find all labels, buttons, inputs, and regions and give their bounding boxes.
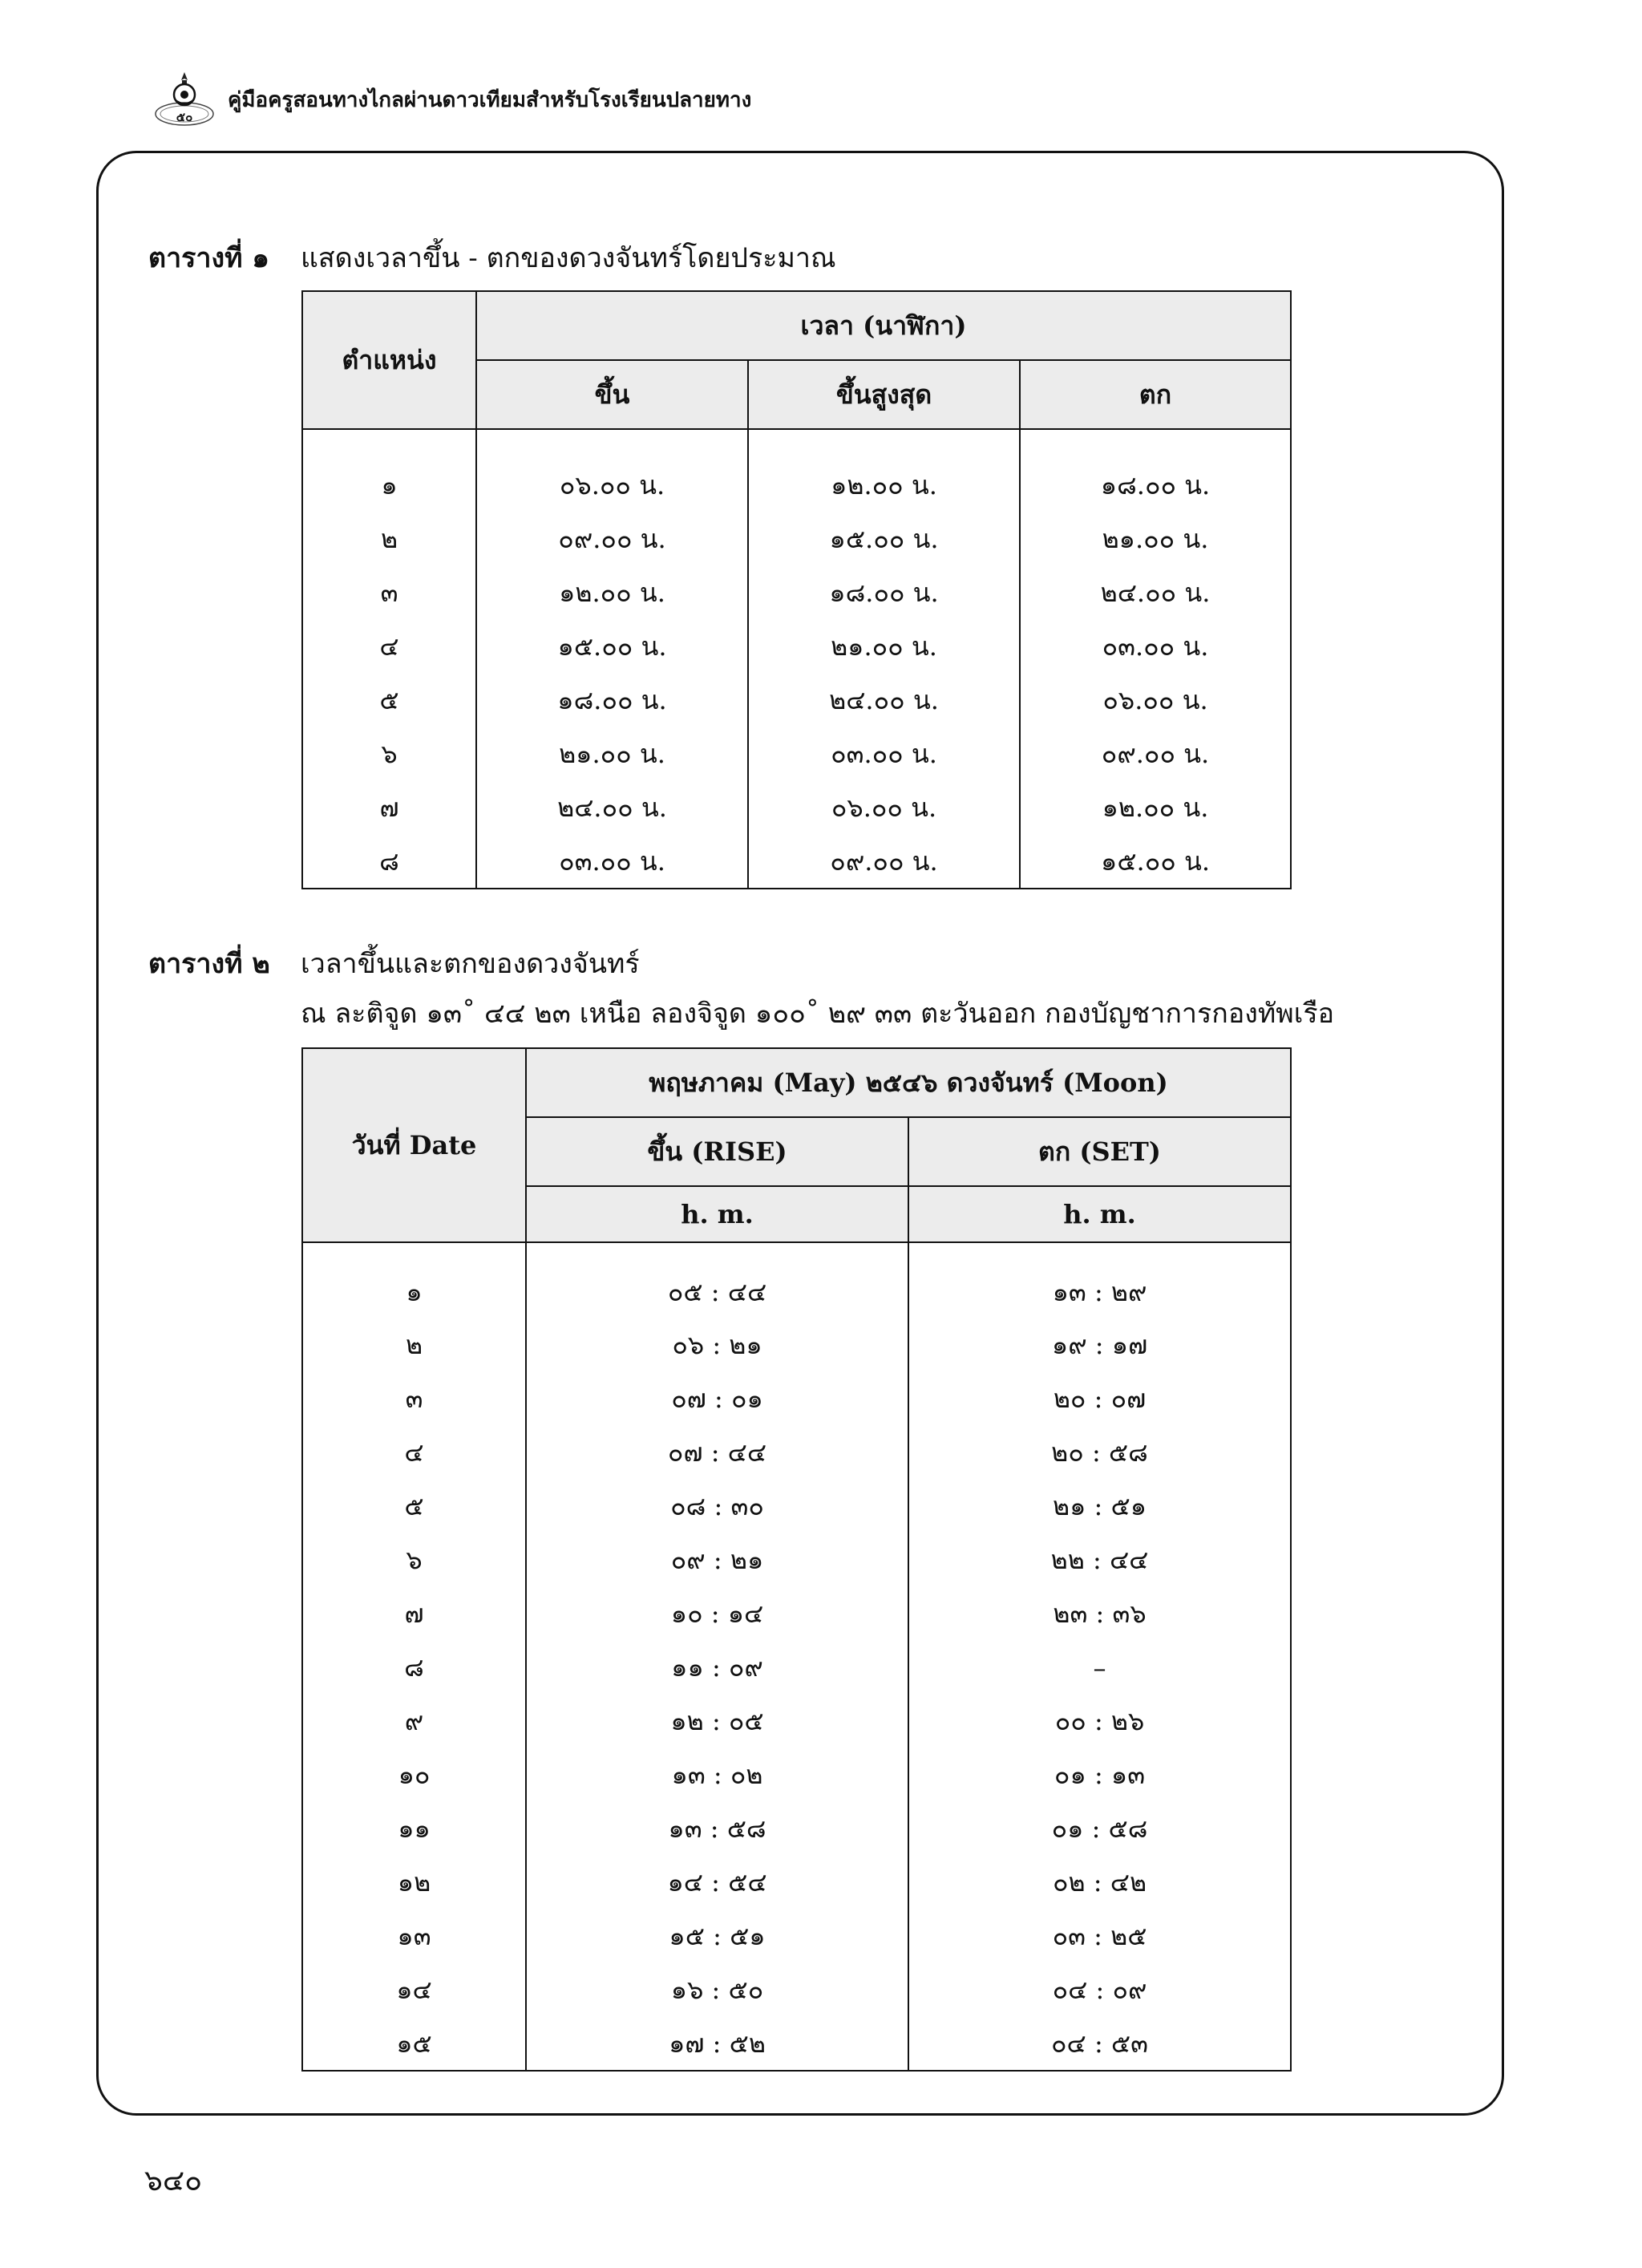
table1-cell-peak: ๑๒.๐๐ น.	[748, 429, 1020, 512]
table2-cell-date: ๑๔	[302, 1963, 526, 2017]
table2-cell-rise: ๑๕ : ๕๑	[526, 1910, 908, 1963]
table2-cell-date: ๑๒	[302, 1856, 526, 1910]
moon-position-table	[301, 290, 1292, 889]
table2-caption-line2: ณ ละติจูด ๑๓˚ ๔๔ ๒๓ เหนือ ลองจิจูด ๑๐๐˚ ๒๙ ๓๓ ตะวันออก กองบัญชาการกองทัพเรือ	[301, 998, 1335, 1030]
table2-cell-set: ๐๔ : ๐๙	[908, 1963, 1291, 2017]
table1-cell-rise: ๐๙.๐๐ น.	[476, 512, 748, 566]
table2-cell-set: ๐๑ : ๑๓	[908, 1748, 1291, 1802]
table1-cell-peak: ๐๙.๐๐ น.	[748, 835, 1020, 889]
table2-cell-set: ๐๑ : ๕๘	[908, 1802, 1291, 1856]
table1-cell-rise: ๒๑.๐๐ น.	[476, 727, 748, 781]
table1-cell-pos: ๘	[302, 835, 476, 889]
table1-cell-pos: ๗	[302, 781, 476, 835]
table1-caption-text: แสดงเวลาขึ้น - ตกของดวงจันทร์โดยประมาณ	[301, 242, 836, 274]
table1-cell-pos: ๕	[302, 674, 476, 727]
table-row	[302, 1856, 1291, 1910]
table1-cell-set: ๐๖.๐๐ น.	[1020, 674, 1291, 727]
table-row	[302, 1587, 1291, 1641]
table1-cell-pos: ๖	[302, 727, 476, 781]
table-row	[302, 1372, 1291, 1426]
table1-cell-peak: ๒๔.๐๐ น.	[748, 674, 1020, 727]
table-row	[302, 1426, 1291, 1480]
table2-unit-set: h. m.	[908, 1186, 1291, 1242]
table-row	[302, 1480, 1291, 1533]
table1-cell-peak: ๐๓.๐๐ น.	[748, 727, 1020, 781]
table2-cell-set: ๒๑ : ๕๑	[908, 1480, 1291, 1533]
table2-caption	[148, 942, 1511, 982]
table-row	[302, 1748, 1291, 1802]
table2-cell-date: ๘	[302, 1641, 526, 1695]
table1-cell-rise: ๐๓.๐๐ น.	[476, 835, 748, 889]
table2-cell-date: ๑๑	[302, 1802, 526, 1856]
table2-header-date: วันที่ Date	[302, 1048, 526, 1242]
emblem-logo	[152, 67, 216, 132]
page-number: ๖๔๐	[144, 2165, 203, 2197]
table2-cell-date: ๑๐	[302, 1748, 526, 1802]
table1-cell-set: ๑๕.๐๐ น.	[1020, 835, 1291, 889]
table-row	[302, 1695, 1291, 1748]
table1-label: ตารางที่ ๑	[148, 242, 269, 274]
table2-cell-set: ๑๙ : ๑๗	[908, 1318, 1291, 1372]
table1-cell-set: ๒๑.๐๐ น.	[1020, 512, 1291, 566]
table1-cell-peak: ๑๘.๐๐ น.	[748, 566, 1020, 620]
table-row	[302, 674, 1291, 727]
table2-cell-date: ๖	[302, 1533, 526, 1587]
table2-cell-rise: ๐๙ : ๒๑	[526, 1533, 908, 1587]
emblem-text: ๕๐	[176, 110, 193, 124]
table2-cell-set: –	[908, 1641, 1291, 1695]
table2-caption-line1: เวลาขึ้นและตกของดวงจันทร์	[301, 948, 640, 980]
table-row	[302, 620, 1291, 674]
table2-cell-set: ๐๔ : ๕๓	[908, 2017, 1291, 2071]
table2-cell-rise: ๑๔ : ๕๔	[526, 1856, 908, 1910]
table2-cell-set: ๒๐ : ๕๘	[908, 1426, 1291, 1480]
table2-label: ตารางที่ ๒	[148, 948, 270, 980]
table2-cell-rise: ๑๒ : ๐๕	[526, 1695, 908, 1748]
table2-header-set: ตก (SET)	[908, 1117, 1291, 1186]
table1-cell-pos: ๒	[302, 512, 476, 566]
page-header	[152, 67, 751, 132]
table2-cell-date: ๗	[302, 1587, 526, 1641]
table2-cell-rise: ๑๗ : ๕๒	[526, 2017, 908, 2071]
table-row	[302, 835, 1291, 889]
table1-cell-peak: ๒๑.๐๐ น.	[748, 620, 1020, 674]
table2-cell-rise: ๐๗ : ๐๑	[526, 1372, 908, 1426]
table-row	[302, 1242, 1291, 1318]
table1-cell-peak: ๑๕.๐๐ น.	[748, 512, 1020, 566]
table1-cell-rise: ๑๘.๐๐ น.	[476, 674, 748, 727]
table2-cell-rise: ๐๗ : ๔๔	[526, 1426, 908, 1480]
table1-header-peak: ขึ้นสูงสุด	[748, 360, 1020, 429]
table1-cell-set: ๒๔.๐๐ น.	[1020, 566, 1291, 620]
table-row	[302, 512, 1291, 566]
table-row	[302, 1910, 1291, 1963]
table1-cell-peak: ๐๖.๐๐ น.	[748, 781, 1020, 835]
table2-unit-rise: h. m.	[526, 1186, 908, 1242]
header-title: คู่มือครูสอนทางไกลผ่านดาวเทียมสำหรับโรงเรียนปลายทาง	[228, 87, 752, 112]
table2-cell-set: ๐๐ : ๒๖	[908, 1695, 1291, 1748]
table2-cell-date: ๑๓	[302, 1910, 526, 1963]
table2-cell-date: ๕	[302, 1480, 526, 1533]
table1-cell-pos: ๔	[302, 620, 476, 674]
table1-cell-set: ๑๒.๐๐ น.	[1020, 781, 1291, 835]
moonrise-moonset-table	[301, 1047, 1292, 2072]
table1-cell-set: ๐๓.๐๐ น.	[1020, 620, 1291, 674]
table-row	[302, 1318, 1291, 1372]
table2-cell-date: ๓	[302, 1372, 526, 1426]
table1-cell-rise: ๐๖.๐๐ น.	[476, 429, 748, 512]
table1-cell-rise: ๒๔.๐๐ น.	[476, 781, 748, 835]
table1-cell-pos: ๓	[302, 566, 476, 620]
table-row	[302, 2017, 1291, 2071]
table-row	[302, 1641, 1291, 1695]
table2-cell-date: ๑๕	[302, 2017, 526, 2071]
table1-cell-set: ๐๙.๐๐ น.	[1020, 727, 1291, 781]
table-row	[302, 429, 1291, 512]
table-row	[302, 566, 1291, 620]
table-row	[302, 1802, 1291, 1856]
table2-cell-rise: ๑๖ : ๕๐	[526, 1963, 908, 2017]
table2-cell-date: ๙	[302, 1695, 526, 1748]
table2-cell-set: ๒๓ : ๓๖	[908, 1587, 1291, 1641]
table2-cell-set: ๒๒ : ๔๔	[908, 1533, 1291, 1587]
table1-header-rise: ขึ้น	[476, 360, 748, 429]
table-row	[302, 727, 1291, 781]
table1-header-position: ตำแหน่ง	[302, 291, 476, 429]
table1-caption	[148, 236, 1351, 276]
table-row	[302, 781, 1291, 835]
table2-cell-set: ๑๓ : ๒๙	[908, 1242, 1291, 1318]
table1-cell-rise: ๑๒.๐๐ น.	[476, 566, 748, 620]
table2-cell-rise: ๐๘ : ๓๐	[526, 1480, 908, 1533]
table2-header-rise: ขึ้น (RISE)	[526, 1117, 908, 1186]
table2-cell-date: ๒	[302, 1318, 526, 1372]
table1-cell-pos: ๑	[302, 429, 476, 512]
table2-cell-rise: ๑๓ : ๕๘	[526, 1802, 908, 1856]
table2-cell-set: ๐๒ : ๔๒	[908, 1856, 1291, 1910]
table2-cell-set: ๒๐ : ๐๗	[908, 1372, 1291, 1426]
table-row	[302, 1963, 1291, 2017]
table-row	[302, 1533, 1291, 1587]
table2-cell-rise: ๐๕ : ๔๔	[526, 1242, 908, 1318]
table2-cell-date: ๔	[302, 1426, 526, 1480]
table2-cell-date: ๑	[302, 1242, 526, 1318]
table2-cell-rise: ๑๓ : ๐๒	[526, 1748, 908, 1802]
table2-cell-rise: ๑๐ : ๑๔	[526, 1587, 908, 1641]
table2-cell-set: ๐๓ : ๒๕	[908, 1910, 1291, 1963]
table2-cell-rise: ๑๑ : ๐๙	[526, 1641, 908, 1695]
table2-cell-rise: ๐๖ : ๒๑	[526, 1318, 908, 1372]
table1-header-set: ตก	[1020, 360, 1291, 429]
table2-header-group: พฤษภาคม (May) ๒๕๔๖ ดวงจันทร์ (Moon)	[526, 1048, 1291, 1117]
table1-cell-rise: ๑๕.๐๐ น.	[476, 620, 748, 674]
table1-header-time: เวลา (นาฬิกา)	[476, 291, 1291, 360]
table1-cell-set: ๑๘.๐๐ น.	[1020, 429, 1291, 512]
